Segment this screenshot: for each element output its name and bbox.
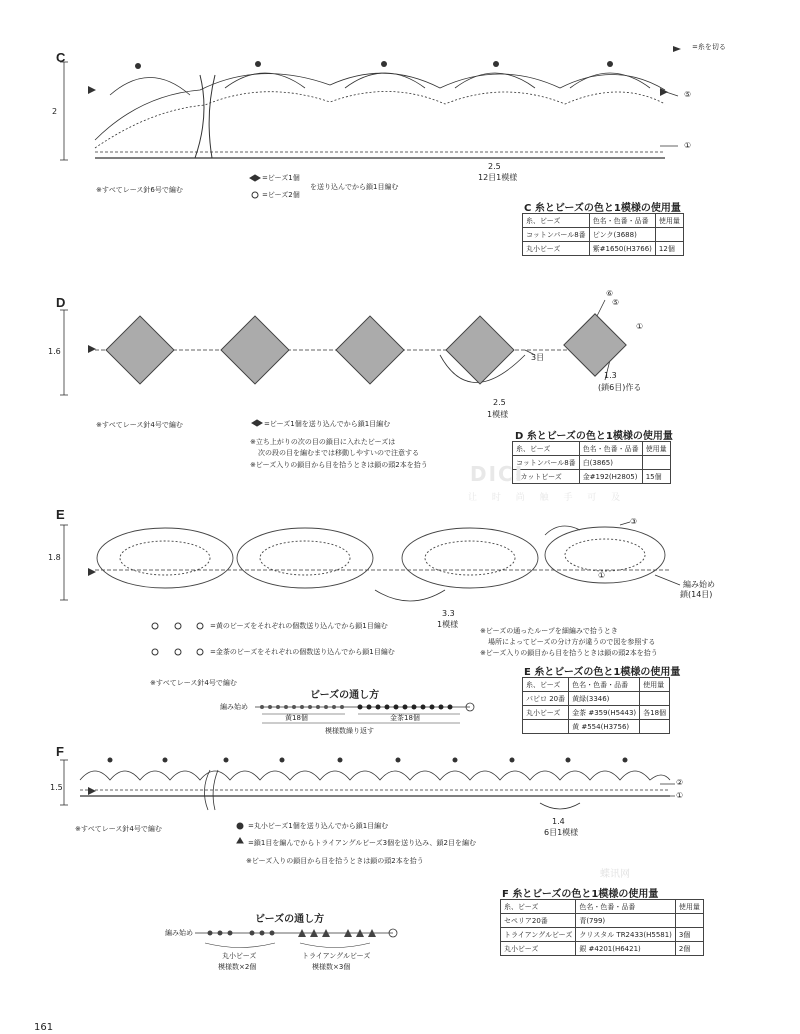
section-c-needle-note: ※すべてレース針6号で編む <box>96 186 183 194</box>
chart-f <box>60 760 675 810</box>
section-f-threading-tri: トライアングルビーズ <box>302 952 371 960</box>
table-cell <box>523 720 569 734</box>
section-f-bead-note-3: ※ビーズ入りの鎖目から目を拾うときは鎖の頭2本を拾う <box>246 857 424 865</box>
section-d-table <box>512 441 671 484</box>
section-e-loop-note-1: ※ビーズの通ったループを細編みで拾うとき <box>480 627 618 635</box>
section-d-height: 1.6 <box>48 347 61 356</box>
section-f-threading-start: 編み始め <box>165 929 193 937</box>
table-cell: 紫#1650(H3766) <box>589 242 655 256</box>
table-cell: 3個 <box>675 928 703 942</box>
table-cell <box>642 456 670 470</box>
section-c-table-title: C 糸とビーズの色と1模様の使用量 <box>524 203 681 214</box>
threading-f <box>195 929 397 948</box>
table-header-cell: 使用量 <box>640 678 670 692</box>
section-d-table-title: D 糸とビーズの色と1模様の使用量 <box>515 431 673 442</box>
table-row <box>513 456 671 470</box>
table-header-row <box>523 678 670 692</box>
table-cell: 白(3865) <box>579 456 642 470</box>
section-e-width: 3.3 <box>442 609 455 618</box>
table-cell: 銀 #4201(H6421) <box>576 942 676 956</box>
section-c-bead-2: =ビーズ2個 <box>262 191 300 199</box>
watermark-brand-2: 蝶讯网 <box>600 869 630 880</box>
section-e-threading-gold: 金茶18個 <box>390 714 420 722</box>
table-cell: 黄緑(3346) <box>569 692 640 706</box>
section-d-bead-note: =ビーズ1個を送り込んでから鎖1目編む <box>264 420 391 428</box>
table-cell: 金#192(H2805) <box>579 470 642 484</box>
section-d-note-2: 次の段の目を編むまでは移動しやすいので注意する <box>258 449 419 457</box>
table-cell: コットンパール8番 <box>523 228 590 242</box>
table-cell: 金茶 #359(H5443) <box>569 706 640 720</box>
section-c-width: 2.5 <box>488 162 501 171</box>
section-c-letter: C <box>56 50 66 65</box>
section-e-height: 1.8 <box>48 553 61 562</box>
table-cell: 丸小ビーズ <box>523 242 590 256</box>
table-header-cell: 使用量 <box>675 900 703 914</box>
section-d-repeat: 1模様 <box>487 410 509 419</box>
section-e-table-title: E 糸とビーズの色と1模様の使用量 <box>524 667 681 678</box>
section-e-repeat: 1模様 <box>437 620 459 629</box>
chart-e <box>60 522 680 601</box>
legend-icons <box>152 175 262 843</box>
section-e-bead-gold: =金茶のビーズをそれぞれの個数送り込んでから鎖1目編む <box>210 648 395 656</box>
section-f-letter: F <box>56 744 64 759</box>
table-header-row <box>523 214 684 228</box>
table-cell: クリスタル TR2433(H5581) <box>576 928 676 942</box>
section-f-table <box>500 899 704 956</box>
section-f-table-title: F 糸とビーズの色と1模様の使用量 <box>502 889 659 900</box>
chart-c <box>60 62 678 160</box>
table-row <box>523 720 670 734</box>
table-header-cell: 使用量 <box>642 442 670 456</box>
cut-thread-legend: =糸を切る <box>692 43 726 51</box>
section-e-loop-note-2: 場所によってビーズの分け方が違うので図を参照する <box>488 638 656 646</box>
table-header-cell: 糸、ビーズ <box>523 678 569 692</box>
section-f-bead-note-1: =丸小ビーズ1個を送り込んでから鎖1目編む <box>248 822 389 830</box>
watermark-sub: 让 时 尚 触 手 可 及 <box>468 493 627 503</box>
table-cell: ピンク(3688) <box>589 228 655 242</box>
section-e-threading-title: ビーズの通し方 <box>310 690 380 701</box>
section-d-width: 2.5 <box>493 398 506 407</box>
table-cell: 各18個 <box>640 706 670 720</box>
section-d-note-1: ※立ち上がりの次の目の鎖目に入れたビーズは <box>250 438 396 446</box>
table-header-cell: 糸、ビーズ <box>501 900 576 914</box>
table-cell: 3カットビーズ <box>513 470 580 484</box>
section-d-chain: 3目 <box>531 353 545 362</box>
section-f-needle-note: ※すべてレース針4号で編む <box>75 825 162 833</box>
table-row <box>523 706 670 720</box>
table-cell: 2個 <box>675 942 703 956</box>
table-cell: 丸小ビーズ <box>523 706 569 720</box>
section-f-row-2: ② <box>676 778 684 787</box>
table-row <box>523 228 684 242</box>
table-header-cell: 使用量 <box>655 214 683 228</box>
table-header-cell: 色名・色番・品番 <box>576 900 676 914</box>
table-cell: コットンパール8番 <box>513 456 580 470</box>
chart-e-motifs <box>97 527 665 588</box>
table-cell: セペリア20番 <box>501 914 576 928</box>
watermark-brand: DICI <box>470 462 525 486</box>
section-f-threading-tri-count: 模様数×3個 <box>312 963 351 971</box>
section-d-side-dim: 1.3 <box>604 371 617 380</box>
page-number: 161 <box>34 1022 54 1033</box>
table-row <box>523 692 670 706</box>
table-cell: 青(799) <box>576 914 676 928</box>
section-f-threading-round: 丸小ビーズ <box>222 952 257 960</box>
table-row <box>501 942 704 956</box>
section-d-row-5: ⑤ <box>612 298 620 307</box>
section-e-table <box>522 677 670 734</box>
section-f-height: 1.5 <box>50 783 63 792</box>
table-header-row <box>513 442 671 456</box>
table-header-cell: 色名・色番・品番 <box>569 678 640 692</box>
section-f-repeat: 6目1模様 <box>544 828 579 837</box>
section-c-bead-3: を送り込んでから鎖1目編む <box>310 183 399 191</box>
section-e-threading-repeat: 模様数繰り返す <box>325 727 374 735</box>
section-d-row-6: ⑥ <box>606 289 614 298</box>
section-e-start-label: 編み始め <box>683 580 715 589</box>
section-c-height: 2 <box>52 107 58 116</box>
chart-d-motifs <box>106 314 626 384</box>
section-d-row-1: ① <box>636 322 644 331</box>
section-f-width: 1.4 <box>552 817 565 826</box>
section-f-threading-title: ビーズの通し方 <box>255 914 325 925</box>
section-f-row-1: ① <box>676 791 684 800</box>
section-e-bead-yellow: =黄のビーズをそれぞれの個数送り込んでから鎖1目編む <box>210 622 388 630</box>
section-c-bead-1: =ビーズ1個 <box>262 174 300 182</box>
section-d-letter: D <box>56 295 66 310</box>
section-e-letter: E <box>56 507 65 522</box>
section-d-note-3: ※ビーズ入りの鎖目から目を拾うときは鎖の頭2本を拾う <box>250 461 428 469</box>
section-e-threading-yellow: 黄18個 <box>285 714 308 722</box>
table-cell: パピロ 20番 <box>523 692 569 706</box>
section-c-row-5: ⑤ <box>684 90 692 99</box>
section-c-row-1: ① <box>684 141 692 150</box>
table-cell: トライアングルビーズ <box>501 928 576 942</box>
table-row <box>501 914 704 928</box>
table-row <box>523 242 684 256</box>
table-header-cell: 色名・色番・品番 <box>579 442 642 456</box>
section-e-needle-note: ※すべてレース針4号で編む <box>150 679 237 687</box>
section-c-repeat: 12目1模様 <box>478 173 518 182</box>
section-e-threading-start: 編み始め <box>220 703 248 711</box>
table-header-cell: 糸、ビーズ <box>523 214 590 228</box>
section-e-start-count: 鎖(14目) <box>680 590 713 599</box>
section-e-row-3: ③ <box>630 517 638 526</box>
section-e-loop-note-3: ※ビーズ入りの鎖目から目を拾うときは鎖の頭2本を拾う <box>480 649 658 657</box>
table-cell: 15個 <box>642 470 670 484</box>
table-cell: 黄 #554(H3756) <box>569 720 640 734</box>
section-f-bead-note-2: =鎖1目を編んでからトライアングルビーズ3個を送り込み、鎖2目を編む <box>248 839 476 847</box>
table-cell <box>675 914 703 928</box>
section-f-threading-round-count: 模様数×2個 <box>218 963 257 971</box>
section-d-needle-note: ※すべてレース針4号で編む <box>96 421 183 429</box>
section-d-side-note: (鎖6目)作る <box>598 383 642 392</box>
table-row <box>501 928 704 942</box>
table-cell <box>640 692 670 706</box>
table-header-row <box>501 900 704 914</box>
table-cell: 丸小ビーズ <box>501 942 576 956</box>
section-c-table <box>522 213 684 256</box>
table-row <box>513 470 671 484</box>
table-header-cell: 色名・色番・品番 <box>589 214 655 228</box>
table-cell: 12個 <box>655 242 683 256</box>
section-e-row-1: ① <box>598 571 606 580</box>
table-header-cell: 糸、ビーズ <box>513 442 580 456</box>
table-cell <box>655 228 683 242</box>
table-cell <box>640 720 670 734</box>
